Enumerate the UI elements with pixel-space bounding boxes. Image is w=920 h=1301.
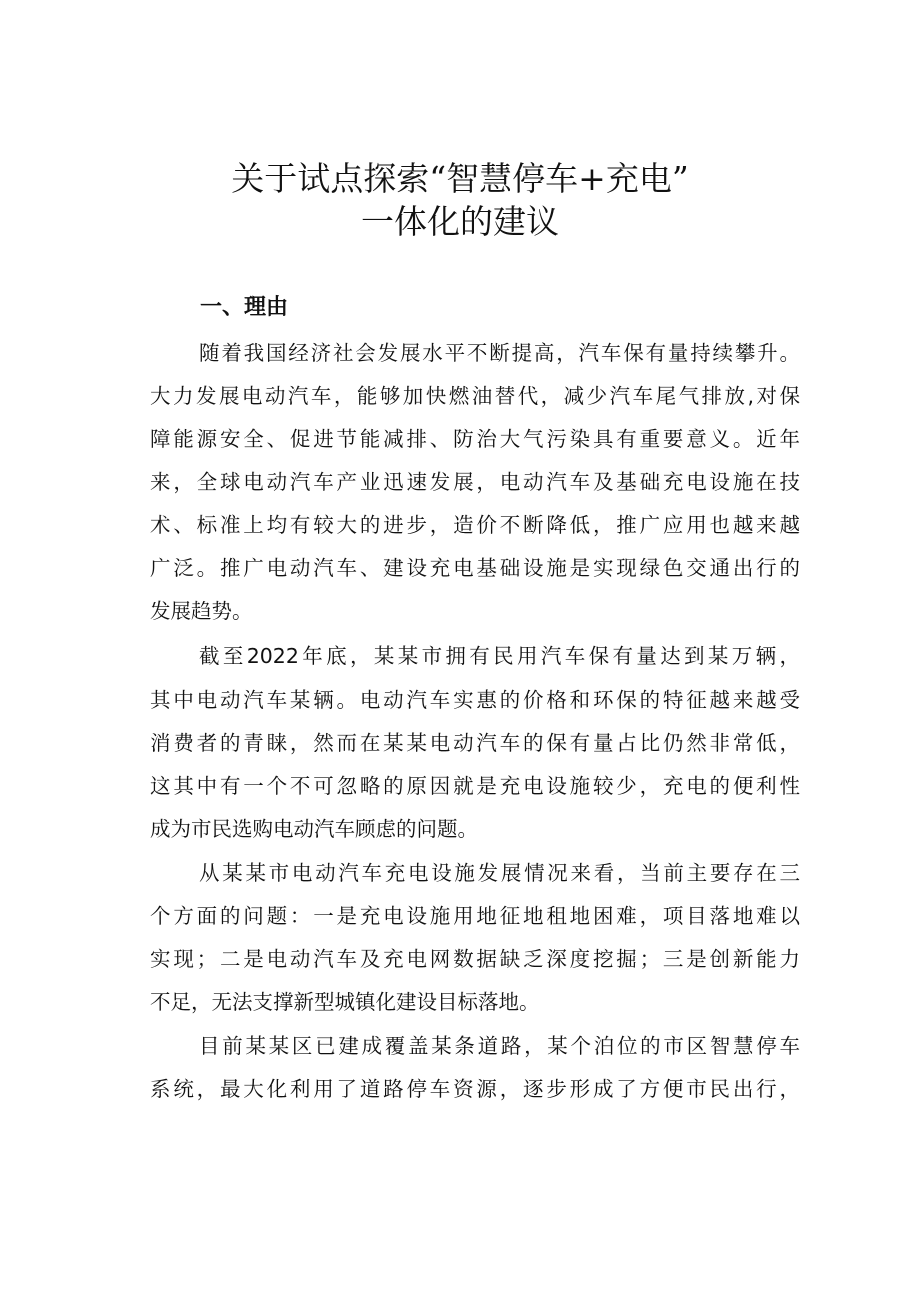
paragraph-3-line-1: 从某某市电动汽车充电设施发展情况来看，当前主要存在三 xyxy=(199,861,800,885)
paragraph-1-line-4: 来，全球电动汽车产业迅速发展，电动汽车及基础充电设施在技 xyxy=(150,470,800,494)
paragraph-3-line-3: 实现；二是电动汽车及充电网数据缺乏深度挖掘；三是创新能力 xyxy=(150,947,800,971)
paragraph-2-line-4: 这其中有一个不可忽略的原因就是充电设施较少，充电的便利性 xyxy=(150,774,800,798)
paragraph-4-line-2: 系统，最大化利用了道路停车资源，逐步形成了方便市民出行， xyxy=(150,1077,800,1101)
paragraph-1-line-3: 障能源安全、促进节能减排、防治大气污染具有重要意义。近年 xyxy=(150,427,800,451)
paragraph-2-line-3: 消费者的青睐，然而在某某电动汽车的保有量占比仍然非常低， xyxy=(150,731,800,755)
paragraph-1-line-6: 广泛。推广电动汽车、建设充电基础设施是实现绿色交通出行的 xyxy=(150,556,800,580)
paragraph-2-line-5: 成为市民选购电动汽车顾虑的问题。 xyxy=(150,817,478,841)
paragraph-3-line-4: 不足，无法支撑新型城镇化建设目标落地。 xyxy=(150,990,540,1014)
paragraph-2-line-2: 其中电动汽车某辆。电动汽车实惠的价格和环保的特征越来越受 xyxy=(150,688,800,712)
section-heading: 一、理由 xyxy=(200,295,289,320)
paragraph-1-line-5: 术、标准上均有较大的进步，造价不断降低，推广应用也越来越 xyxy=(150,513,800,537)
paragraph-1-line-7: 发展趋势。 xyxy=(150,599,253,623)
paragraph-1-line-2: 大力发展电动汽车，能够加快燃油替代，减少汽车尾气排放,对保 xyxy=(150,384,800,408)
document-title-line-2: 一体化的建议 xyxy=(361,202,559,241)
document-title-line-1: 关于试点探索“智慧停车+充电” xyxy=(231,159,689,198)
paragraph-4-line-1: 目前某某区已建成覆盖某条道路，某个泊位的市区智慧停车 xyxy=(199,1034,800,1058)
paragraph-3-line-2: 个方面的问题：一是充电设施用地征地租地困难，项目落地难以 xyxy=(150,904,800,928)
paragraph-2-line-1: 截至2022年底，某某市拥有民用汽车保有量达到某万辆， xyxy=(199,644,800,668)
paragraph-1-line-1: 随着我国经济社会发展水平不断提高，汽车保有量持续攀升。 xyxy=(199,341,800,365)
